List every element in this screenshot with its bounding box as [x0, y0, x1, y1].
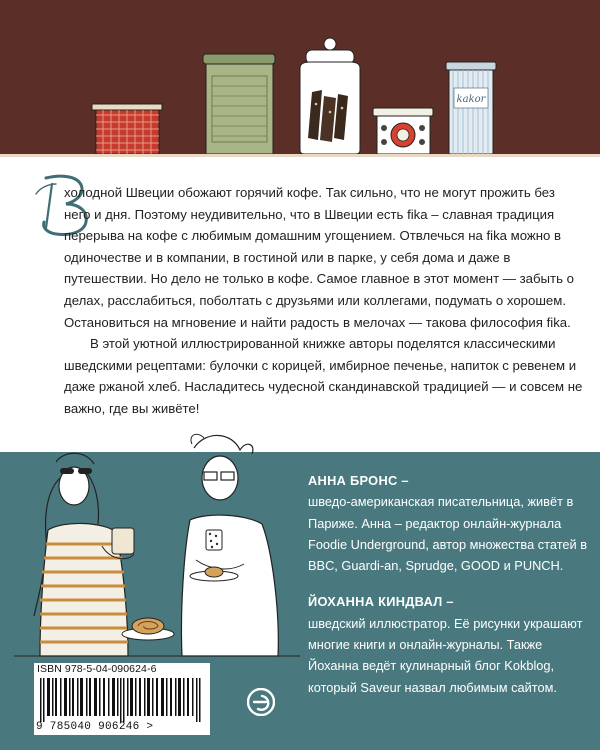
shelf-illustration	[0, 0, 600, 157]
intro-paragraph-2: В этой уютной иллюстрированной книжке авторы поделятся классическими шведскими рецептами: булочки с корицей, имбирное печенье, напиток с ревенем и даже ржаной хлеб. Насладитесь чудесной скандинавской традицией — и совсем не важно, где вы живёте!	[64, 336, 583, 416]
glass-jar-icon	[300, 38, 360, 154]
author-1-name: АННА БРОНС –	[308, 473, 409, 488]
green-tin-icon	[203, 54, 275, 154]
red-tin-icon	[92, 104, 162, 154]
barcode-bars-icon	[40, 678, 206, 722]
cinnamon-bun-icon	[122, 618, 174, 640]
two-women-illustration	[0, 420, 300, 660]
author-2-name: ЙОХАННА КИНДВАЛ –	[308, 594, 454, 610]
intro-paragraph-1: холодной Швеции обожают горячий кофе. Так сильно, что не могут прожить без него и дня. Поэтому неудивительно, что в Швеции есть fika – славная традиция перерыва на кофе с любимым домашним угощением. Отвлечься на fika можно в одиночестве и в компании, в гостиной или в парке, у себя дома и даже в путешествии. Но дело не только в кофе. Самое главное в этот момент — забыть о делах, расслабиться, поболтать с друзьями или коллегами, подумать о хорошем. Остановиться на мгновение и найти радость в мелочах — такова философия fika.	[64, 185, 574, 330]
woman-right-icon	[181, 434, 278, 656]
author-2-bio: шведский иллюстратор. Её рисунки украшают многие книги и онлайн-журналы. Также Йоханна ведёт кулинарный блог Kokblog, который Saveur назвал любимым сайтом.	[308, 615, 583, 695]
kakor-tin-icon	[446, 62, 496, 154]
isbn-barcode	[34, 663, 210, 735]
publisher-logo-icon	[247, 688, 275, 716]
author-1-bio: шведо-американская писательница, живёт в Париже. Анна – редактор онлайн-журнала Foodie Underground, автор множества статей в BBC, Guardi-an, Sprudge, GOOD и PUNCH.	[308, 494, 588, 574]
patterned-tin-icon	[373, 108, 433, 154]
isbn-text: ISBN 978-5-04-090624-6	[37, 663, 157, 675]
canister-label: kakor	[456, 94, 486, 105]
barcode-digits: 9 785040 906246 >	[36, 721, 154, 733]
intro-text	[64, 182, 584, 420]
woman-left-icon	[34, 453, 134, 656]
author-bios	[308, 470, 593, 698]
shelf-edge	[0, 154, 600, 157]
